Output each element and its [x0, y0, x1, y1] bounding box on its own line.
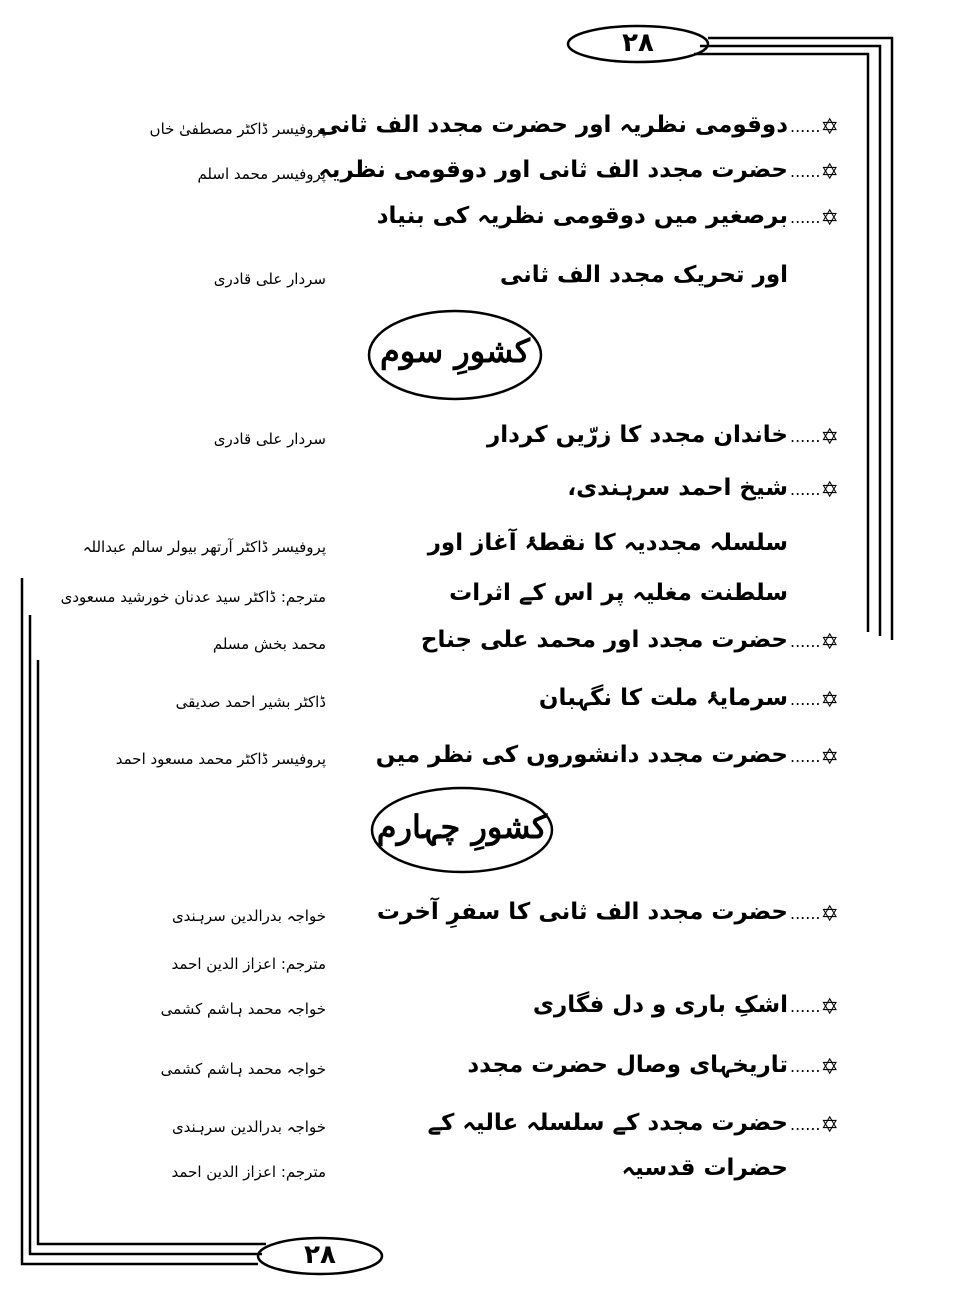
entry-title: سرمایۂ ملت کا نگہبان	[538, 685, 788, 711]
entry-marker: ......✡	[790, 902, 839, 927]
entry-marker: ......✡	[790, 206, 839, 231]
star-icon: ✡	[820, 1055, 839, 1080]
entry-title: برصغیر میں دوقومی نظریہ کی بنیاد	[376, 203, 788, 229]
entry-author: سردار علی قادری	[213, 430, 326, 448]
section-heading-third: کشورِ سوم	[379, 332, 531, 370]
entry-title: دوقومی نظریہ اور حضرت مجدد الف ثانی	[318, 112, 788, 138]
section-heading-fourth: کشورِ چہارم	[376, 808, 548, 846]
star-icon: ✡	[820, 630, 839, 655]
star-icon: ✡	[820, 115, 839, 140]
entry-title-cont: سلسلہ مجددیہ کا نقطۂ آغاز اور	[427, 530, 788, 556]
entry-author: خواجہ بدرالدین سرہندی	[171, 907, 326, 925]
entry-author: ڈاکٹر بشیر احمد صدیقی	[175, 693, 326, 711]
entry-marker: ......✡	[790, 688, 839, 713]
entry-marker: ......✡	[790, 1113, 839, 1138]
entry-title: حضرت مجدد الف ثانی کا سفرِ آخرت	[376, 899, 788, 925]
entry-translator: مترجم: اعزاز الدین احمد	[171, 955, 326, 973]
page-number-top: ۲۸	[622, 28, 654, 58]
entry-title: حضرت مجدد کے سلسلہ عالیہ کے	[427, 1110, 788, 1136]
star-icon: ✡	[820, 688, 839, 713]
entry-title-cont: سلطنت مغلیہ پر اس کے اثرات	[449, 580, 788, 606]
entry-title: تاریخہای وصال حضرت مجدد	[467, 1052, 788, 1078]
entry-author: سردار علی قادری	[213, 270, 326, 288]
entry-author: خواجہ محمد ہاشم کشمی	[160, 1060, 326, 1078]
entry-author: پروفیسر محمد اسلم	[197, 165, 326, 183]
star-icon: ✡	[820, 206, 839, 231]
entry-author: خواجہ محمد ہاشم کشمی	[160, 1000, 326, 1018]
entry-marker: ......✡	[790, 478, 839, 503]
entry-translator: مترجم: ڈاکٹر سید عدنان خورشید مسعودی	[60, 588, 326, 606]
entry-translator: مترجم: اعزاز الدین احمد	[171, 1163, 326, 1181]
entry-author: محمد بخش مسلم	[212, 635, 326, 653]
entry-author: خواجہ بدرالدین سرہندی	[171, 1118, 326, 1136]
entry-marker: ......✡	[790, 425, 839, 450]
star-icon: ✡	[820, 745, 839, 770]
star-icon: ✡	[820, 478, 839, 503]
page-number-bottom: ۲۸	[304, 1240, 336, 1270]
entry-marker: ......✡	[790, 995, 839, 1020]
entry-marker: ......✡	[790, 630, 839, 655]
star-icon: ✡	[820, 995, 839, 1020]
entry-title: حضرت مجدد الف ثانی اور دوقومی نظریہ	[318, 157, 788, 183]
entry-title: حضرت مجدد اور محمد علی جناح	[420, 627, 788, 653]
entry-title: شیخ احمد سرہندی،	[567, 475, 788, 501]
entry-title-cont: حضرات قدسیہ	[621, 1155, 788, 1181]
entry-title: خاندان مجدد کا زرّیں کردار	[486, 422, 788, 448]
entry-title: حضرت مجدد دانشوروں کی نظر میں	[375, 742, 788, 768]
entry-author: پروفیسر ڈاکٹر محمد مسعود احمد	[115, 750, 326, 768]
entry-marker: ......✡	[790, 115, 839, 140]
star-icon: ✡	[820, 902, 839, 927]
entry-marker: ......✡	[790, 745, 839, 770]
star-icon: ✡	[820, 425, 839, 450]
entry-marker: ......✡	[790, 1055, 839, 1080]
entry-title-cont: اور تحریک مجدد الف ثانی	[499, 262, 788, 288]
entry-title: اشکِ باری و دل فگاری	[532, 992, 788, 1018]
entry-author: پروفیسر ڈاکٹر مصطفیٰ خاں	[149, 120, 326, 138]
star-icon: ✡	[820, 1113, 839, 1138]
entry-marker: ......✡	[790, 160, 839, 185]
entry-author: پروفیسر ڈاکٹر آرتھر بیولر سالم عبداللہ	[82, 538, 326, 556]
star-icon: ✡	[820, 160, 839, 185]
